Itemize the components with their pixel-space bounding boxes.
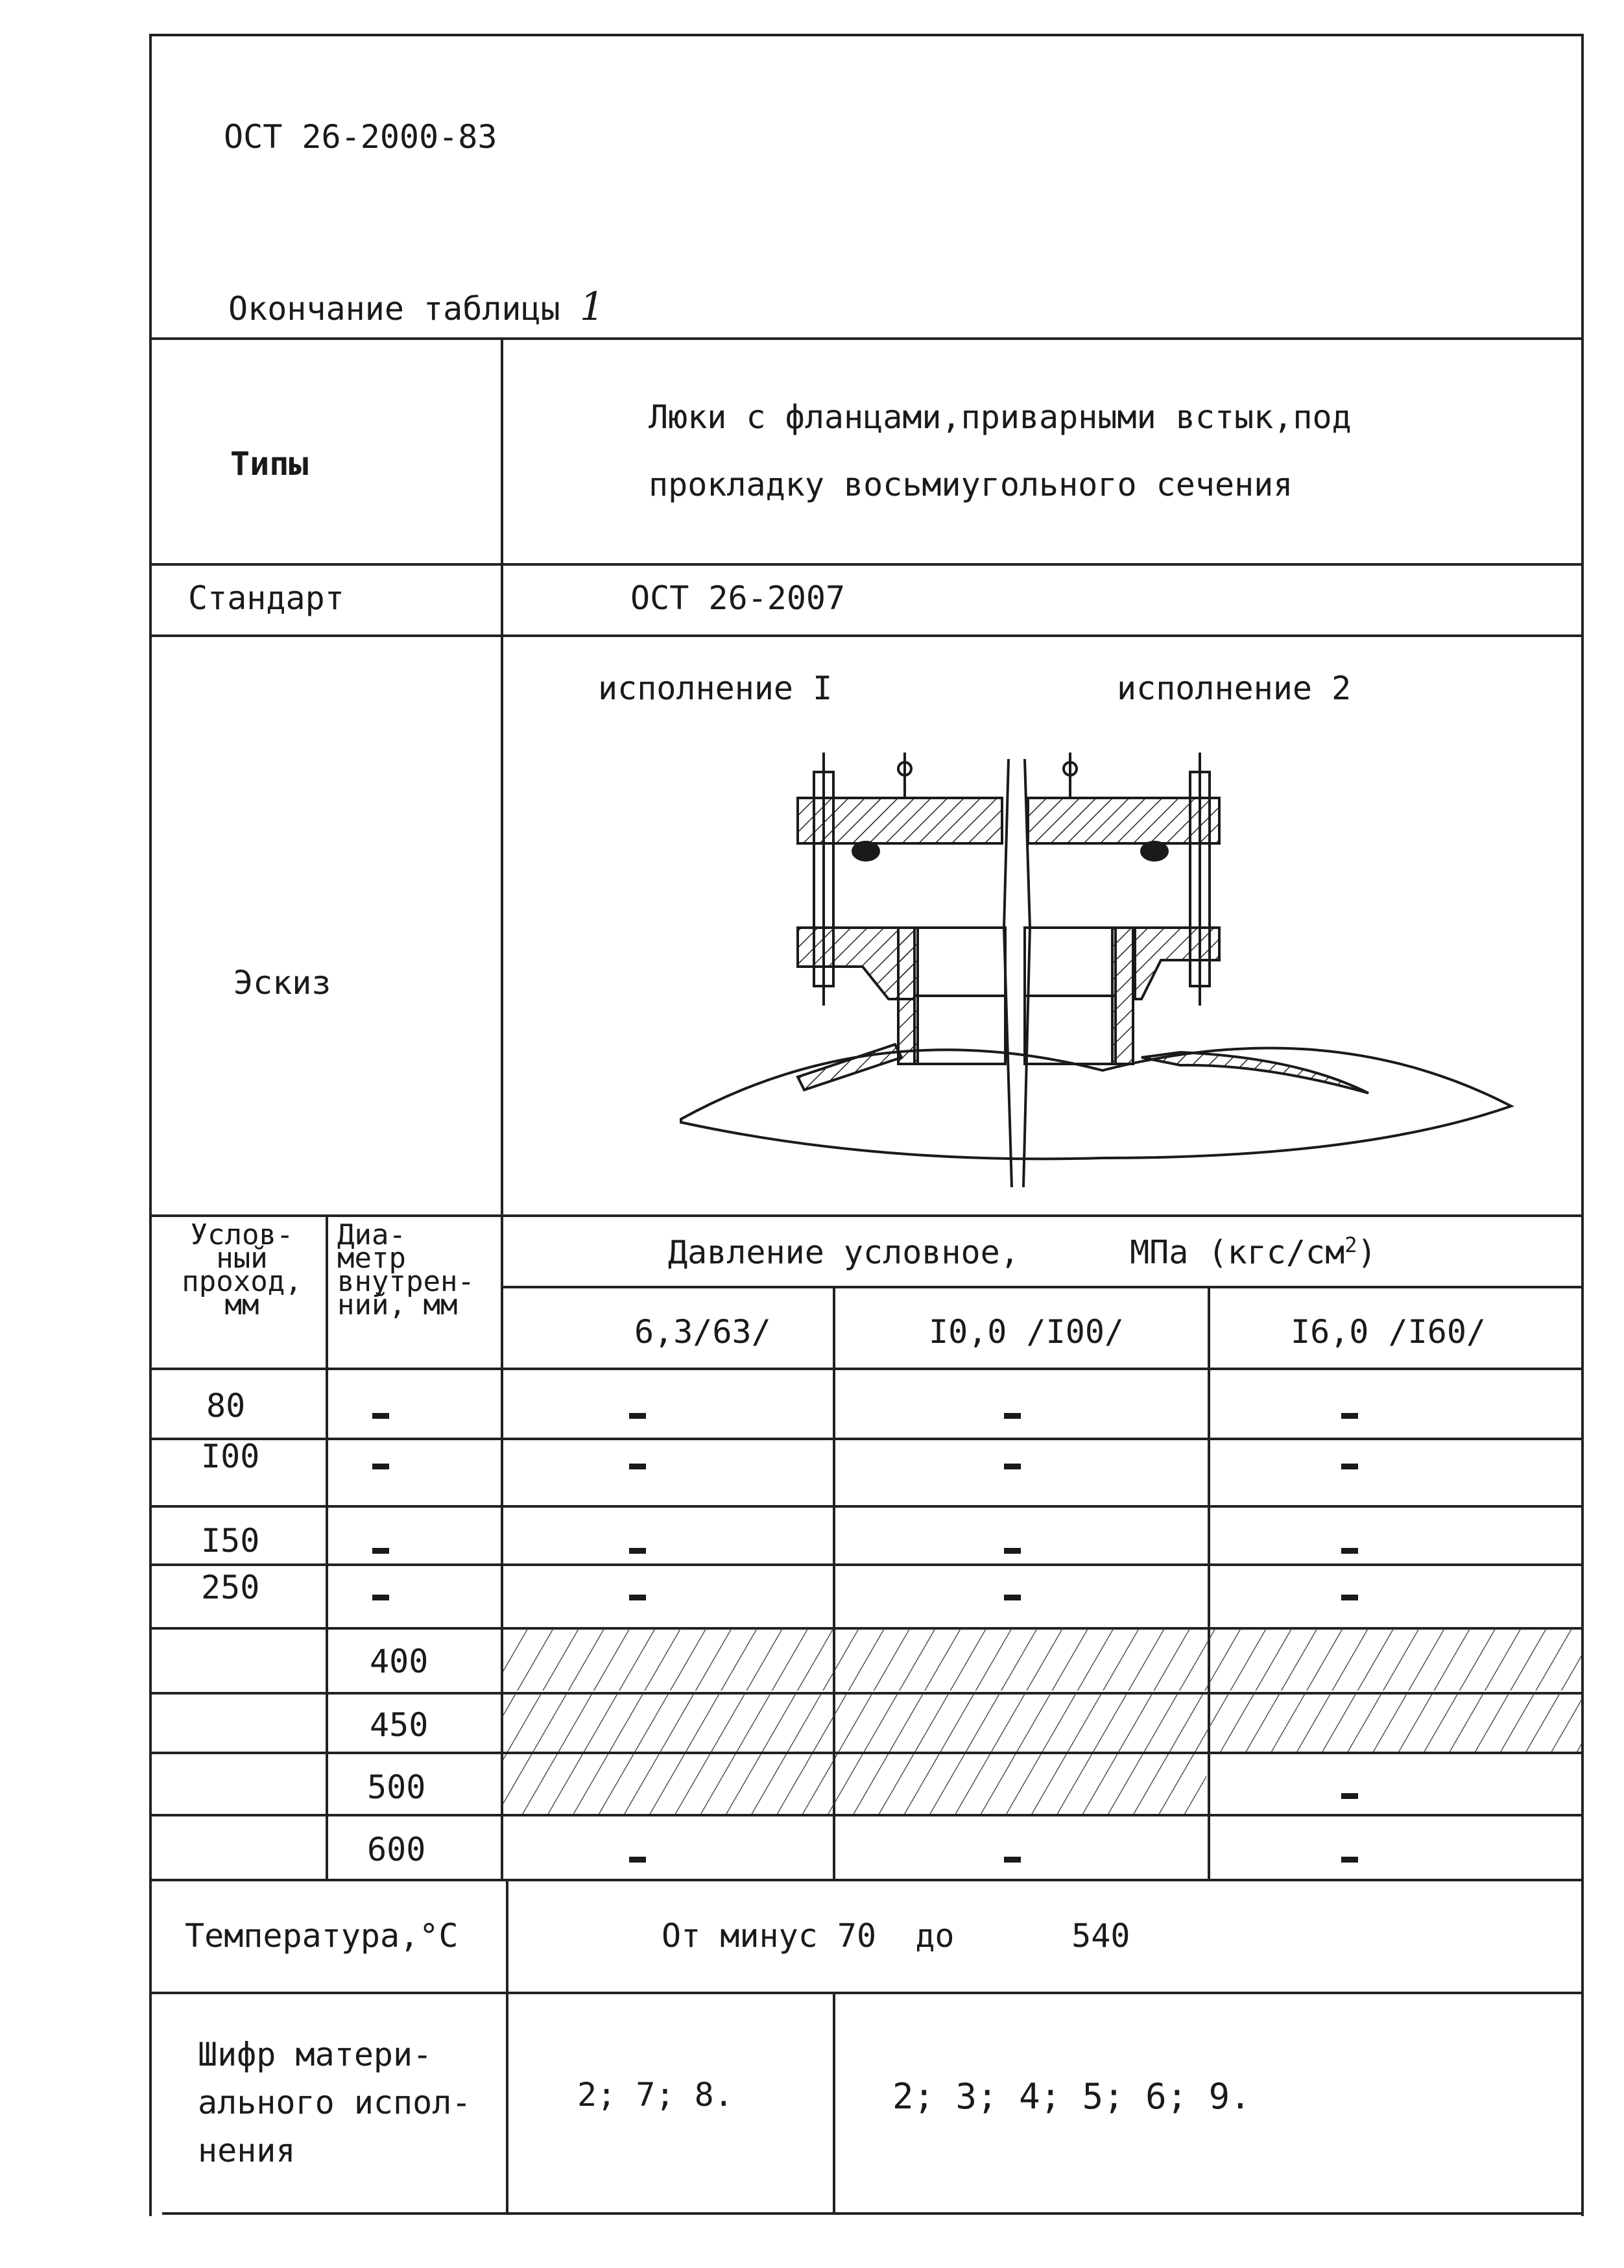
- standard-value: ОСТ 26-2007: [630, 579, 846, 617]
- material-label-l1: Шифр матери-: [198, 2036, 433, 2073]
- column-divider: [326, 1214, 328, 1879]
- inner-diameter-value: 400: [370, 1643, 429, 1680]
- header-nominal-bore-l1: Услов-: [190, 1218, 294, 1251]
- table-number: 1: [579, 284, 605, 330]
- sketch-variant-1: исполнение I: [598, 670, 833, 707]
- header-nominal-bore: [167, 1218, 316, 1321]
- empty-cell: [1004, 1857, 1021, 1863]
- header-inner-diameter-l4: ний, мм: [337, 1288, 458, 1321]
- header-inner-diameter: [337, 1218, 475, 1321]
- row-divider: [149, 1505, 1581, 1508]
- row-divider: [149, 1992, 1581, 1994]
- pressure-title: [668, 1233, 1377, 1272]
- header-inner-diameter-l1: Диа-: [337, 1218, 406, 1251]
- header-inner-diameter-l2: метр: [337, 1242, 406, 1275]
- row-divider: [149, 1438, 1581, 1440]
- empty-cell: [1004, 1464, 1021, 1469]
- nominal-bore-value: 80: [206, 1387, 246, 1425]
- material-label-l2: ального испол-: [198, 2084, 472, 2121]
- empty-cell: [372, 1413, 389, 1419]
- row-divider: [501, 1286, 1581, 1288]
- empty-cell: [372, 1595, 389, 1600]
- empty-cell: [629, 1548, 646, 1554]
- empty-cell: [1341, 1464, 1358, 1469]
- row-divider: [149, 563, 1581, 566]
- empty-cell: [629, 1413, 646, 1419]
- table-continuation-label: Окончание таблицы: [228, 290, 560, 328]
- empty-cell: [1341, 1548, 1358, 1554]
- header-nominal-bore-l2: ный: [216, 1242, 268, 1275]
- types-label: Типы: [230, 445, 309, 483]
- empty-cell: [1004, 1413, 1021, 1419]
- inner-diameter-value: 600: [367, 1831, 426, 1868]
- inner-diameter-value: 450: [370, 1706, 429, 1744]
- standard-label: Стандарт: [188, 579, 344, 617]
- pressure-class-2: I0,0 /I00/: [929, 1313, 1125, 1351]
- pressure-title-text: Давление условное,: [668, 1233, 1020, 1272]
- empty-cell: [629, 1595, 646, 1600]
- types-line-2: прокладку восьмиугольного сечения: [649, 466, 1293, 503]
- nominal-bore-value: I00: [201, 1438, 260, 1475]
- column-divider: [833, 1992, 835, 2212]
- material-codes-1: 2; 7; 8.: [577, 2076, 734, 2114]
- pressure-class-1: 6,3/63/: [634, 1313, 771, 1351]
- temperature-label-text: Температура,: [185, 1917, 420, 1955]
- row-divider: [149, 634, 1581, 637]
- empty-cell: [629, 1857, 646, 1863]
- empty-cell: [1004, 1595, 1021, 1600]
- types-line-1: Люки с фланцами,приварными встык,под: [649, 398, 1352, 436]
- sketch-variant-2: исполнение 2: [1117, 670, 1352, 707]
- column-divider: [501, 337, 503, 1214]
- material-label: [198, 2031, 471, 2175]
- header-nominal-bore-l4: мм: [224, 1288, 259, 1321]
- inner-diameter-value: 500: [367, 1768, 426, 1806]
- pressure-unit-suffix: ): [1357, 1233, 1377, 1272]
- nominal-bore-value: I50: [201, 1522, 260, 1560]
- temperature-label: [185, 1917, 458, 1955]
- row-divider: [149, 1368, 1581, 1370]
- temperature-value: От минус 70 до 540: [662, 1917, 1130, 1955]
- empty-cell: [629, 1464, 646, 1469]
- empty-cell: [1004, 1548, 1021, 1554]
- material-label-l3: нения: [198, 2132, 296, 2169]
- empty-cell: [1341, 1857, 1358, 1863]
- header-nominal-bore-l3: проход,: [182, 1265, 302, 1298]
- nominal-bore-value: 250: [201, 1569, 260, 1606]
- empty-cell: [1341, 1595, 1358, 1600]
- document-code: ОСТ 26-2000-83: [224, 118, 497, 156]
- pressure-unit-sup: 2: [1344, 1233, 1357, 1257]
- row-divider: [149, 1214, 1581, 1217]
- empty-cell: [372, 1548, 389, 1554]
- pressure-unit: МПа (кгс/см: [1130, 1233, 1345, 1272]
- temperature-unit: °С: [419, 1917, 459, 1955]
- column-divider: [506, 1879, 508, 2212]
- header-inner-diameter-l3: внутрен-: [337, 1265, 475, 1298]
- material-codes-2: 2; 3; 4; 5; 6; 9.: [892, 2076, 1251, 2117]
- pressure-class-3: I6,0 /I60/: [1291, 1313, 1487, 1351]
- sketch-label: Эскиз: [233, 964, 331, 1002]
- manhole-sketch: [649, 733, 1557, 1200]
- table-bottom: [162, 2212, 1581, 2215]
- hatched-cells: [502, 1628, 1582, 1816]
- empty-cell: [372, 1464, 389, 1469]
- row-divider: [149, 1879, 1581, 1881]
- row-divider: [149, 1563, 1581, 1566]
- row-divider: [149, 337, 1581, 340]
- empty-cell: [1341, 1413, 1358, 1419]
